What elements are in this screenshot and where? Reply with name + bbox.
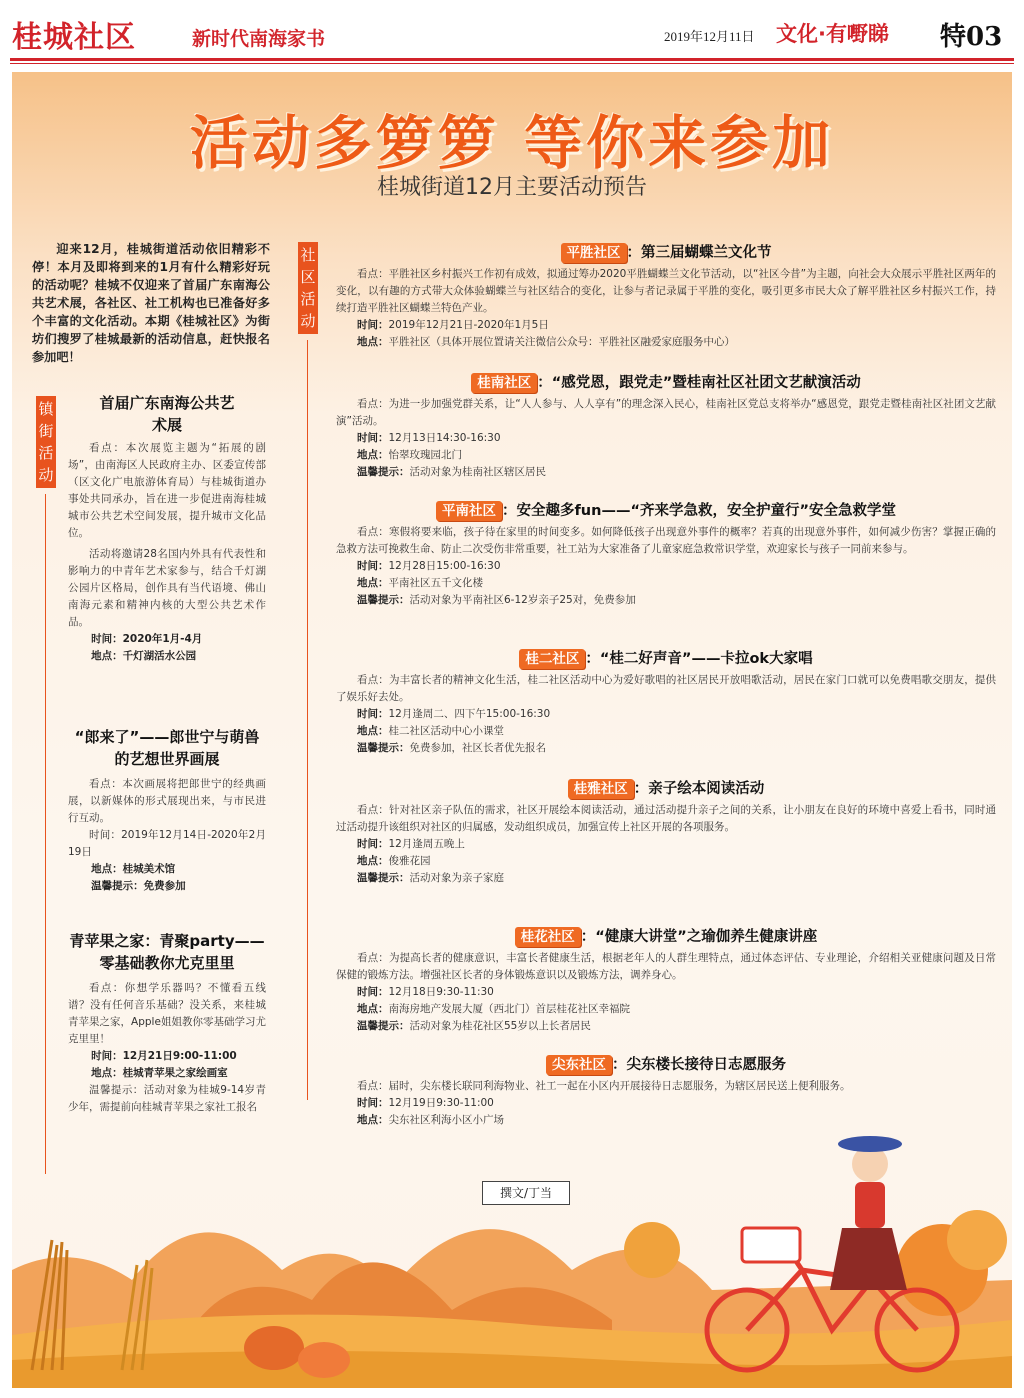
community-title: ：“健康大讲堂”之瑜伽养生健康讲座 (580, 929, 818, 945)
community-title: ：尖东楼长接待日志愿服务 (612, 1057, 786, 1073)
community-body: 看点：为丰富长者的精神文化生活，桂二社区活动中心为爱好歌唱的社区居民开放唱歌活动，居民在家门口就可以免费唱歌交朋友，提供了娱乐好去处。 (336, 674, 996, 703)
community-item-guinan (336, 372, 996, 481)
masthead-brand: 桂城社区 (12, 20, 136, 55)
community-tag: 桂雅社区 (568, 779, 634, 799)
community-body: 看点：寒假将要来临，孩子待在家里的时间变多。如何降低孩子出现意外事件的概率？若真的出现意外事件，如何减少伤害？掌握正确的急救方法可挽救生命、防止二次受伤非常重要，社工站为大家准备了儿童家庭急救常识学堂，欢迎家长与孩子一同前来参与。 (336, 526, 996, 555)
community-tag: 桂花社区 (515, 927, 581, 947)
community-tag: 尖东社区 (546, 1055, 612, 1075)
community-item-jiandong (336, 1054, 996, 1129)
rider-hat (838, 1136, 902, 1152)
community-body: 看点：平胜社区乡村振兴工作初有成效，拟通过筹办2020平胜蝴蝶兰文化节活动，以“社区今昔”为主题，向社会大众展示平胜社区两年的变化，以有趣的方式带大众体验蝴蝶兰与社区结合的变化，让参与者记录属于平胜的变化，吸引更多市民大众了解平胜社区乡村振兴工作，持续打造平胜社区蝴蝶兰特色产业。 (336, 268, 996, 314)
community-place: 地点：平南社区五千文化楼 (357, 577, 483, 589)
community-body: 看点：针对社区亲子队伍的需求，社区开展绘本阅读活动，通过活动提升亲子之间的关系，让小朋友在良好的环境中喜爱上看书，同时通过活动提升该组织对社区的归属感，发动组织成员，加强宣传上社区开展的各项服务。 (336, 804, 996, 833)
pot-right (298, 1342, 350, 1378)
community-title: ：“感党恩，跟党走”暨桂南社区社团文艺献演活动 (537, 375, 861, 391)
community-place: 地点：俊雅花园 (357, 855, 431, 867)
community-time: 时间：12月18日9:30-11:30 (357, 986, 494, 998)
community-time: 时间：2019年12月21日-2020年1月5日 (357, 319, 549, 331)
pot-left (244, 1326, 304, 1370)
community-time: 时间：12月28日15:00-16:30 (357, 560, 501, 572)
community-item-guier (336, 648, 996, 757)
byline: 撰文/丁当 (482, 1181, 570, 1205)
town-item-title: 青苹果之家：青聚party——零基础教你尤克里里 (69, 932, 265, 972)
masthead-subtitle: 新时代南海家书 (192, 28, 326, 50)
masthead (0, 0, 1024, 62)
town-item-time: 时间：2019年12月14日-2020年2月19日 (68, 829, 266, 858)
community-place: 地点：桂二社区活动中心小课堂 (357, 725, 504, 737)
town-item-lang-shining (68, 726, 266, 895)
community-tip: 温馨提示：活动对象为桂花社区55岁以上长者居民 (357, 1020, 591, 1032)
community-time: 时间：12月逢周二、四下午15:00-16:30 (357, 708, 551, 720)
town-item-place: 地点：桂城青苹果之家绘画室 (91, 1067, 228, 1079)
town-item-art-expo (68, 392, 266, 665)
community-place: 地点：南海房地产发展大厦（西北门）首层桂花社区幸福院 (357, 1003, 630, 1015)
label-community-activities: 社区活动 (298, 242, 318, 334)
town-item-ukulele (68, 930, 266, 1116)
community-tip: 温馨提示：活动对象为桂南社区辖区居民 (357, 466, 546, 478)
community-tip: 温馨提示：活动对象为亲子家庭 (357, 872, 504, 884)
autumn-scene-illustration (12, 1120, 1012, 1388)
issue-date: 2019年12月11日 (664, 29, 755, 44)
community-tip: 温馨提示：免费参加，社区长者优先报名 (357, 742, 546, 754)
community-tip: 温馨提示：活动对象为平南社区6-12岁亲子25对，免费参加 (357, 594, 636, 606)
community-item-pingnan (336, 500, 996, 609)
community-title: ：安全趣多fun——“齐来学急救，安全护童行”安全急救学堂 (501, 503, 896, 519)
tree-right-top (947, 1210, 1007, 1270)
label-community-line (307, 340, 308, 1100)
town-item-body: 看点：本次展览主题为“拓展的剧场”，由南海区人民政府主办、区委宣传部（区文化广电旅游体育局）与桂城街道办事处共同承办，旨在进一步促进南海桂城城市公共艺术空间发展，提升城市文化品位。 (68, 442, 266, 539)
community-item-guiya (336, 778, 996, 887)
bike-basket (742, 1228, 800, 1262)
community-item-pingsheng (336, 242, 996, 351)
town-item-time: 时间：2020年1月-4月 (91, 633, 203, 645)
town-item-place: 地点：千灯湖活水公园 (91, 650, 197, 662)
poster-subhead: 桂城街道12月主要活动预告 (377, 175, 647, 200)
town-item-title: 首届广东南海公共艺术展 (99, 394, 235, 434)
community-item-guihua (336, 926, 996, 1035)
intro-paragraph: 迎来12月，桂城街道活动依旧精彩不停！本月及即将到来的1月有什么精彩好玩的活动呢？桂城不仅迎来了首届广东南海公共艺术展，各社区、社工机构也已准备好多个丰富的文化活动。本期《桂城社区》为街坊们搜罗了桂城最新的活动信息，赶快报名参加吧！ (32, 242, 270, 364)
town-item-tip: 温馨提示：活动对象为桂城9-14岁青少年，需提前向桂城青苹果之家社工报名 (68, 1084, 266, 1113)
bush (624, 1222, 680, 1278)
community-tag: 平南社区 (436, 501, 502, 521)
community-title: ：“桂二好声音”——卡拉ok大家唱 (585, 651, 813, 667)
label-town-activities: 镇街活动 (36, 396, 56, 488)
community-place: 地点：平胜社区（具体开展位置请关注微信公众号：平胜社区融爱家庭服务中心） (357, 336, 735, 348)
town-item-body: 看点：你想学乐器吗？不懂看五线谱？没有任何音乐基础？没关系，来桂城青苹果之家，Apple姐姐教你零基础学习尤克里里！ (68, 982, 266, 1045)
rider-skirt (830, 1228, 907, 1290)
town-item-tip: 温馨提示：免费参加 (91, 880, 186, 892)
community-place: 地点：怡翠玫瑰园北门 (357, 449, 462, 461)
masthead-rule-thin (10, 63, 1014, 64)
community-body: 看点：届时，尖东楼长联同利海物业、社工一起在小区内开展接待日志愿服务，为辖区居民送上便利服务。 (357, 1080, 851, 1092)
town-item-title: “郎来了”——郎世宁与萌兽的艺想世界画展 (74, 728, 260, 768)
masthead-rule (10, 58, 1014, 61)
community-tag: 桂二社区 (519, 649, 585, 669)
community-time: 时间：12月13日14:30-16:30 (357, 432, 501, 444)
poster-headline: 活动多箩箩 等你来参加 (189, 109, 835, 177)
community-time: 时间：12月逢周五晚上 (357, 838, 465, 850)
town-item-time: 时间：12月21日9:00-11:00 (91, 1050, 237, 1062)
page-number: 特03 (940, 22, 1003, 52)
community-body: 看点：为提高长者的健康意识，丰富长者健康生活，根据老年人的人群生理特点，通过体态评估、专业理论，介绍相关亚健康问题及日常保健的锻炼方法。增强社区长者的身体锻炼意识以及锻炼方法，调养身心。 (336, 952, 996, 981)
section-title: 文化·有嘢睇 (776, 22, 889, 46)
community-title: ：第三届蝴蝶兰文化节 (626, 245, 772, 261)
community-time: 时间：12月19日9:30-11:00 (357, 1097, 494, 1109)
town-item-place: 地点：桂城美术馆 (91, 863, 176, 875)
community-body: 看点：为进一步加强党群关系，让“人人参与、人人享有”的理念深入民心，桂南社区党总支将举办“感恩党，跟党走暨桂南社区社团文艺献演”活动。 (336, 398, 996, 427)
town-item-body: 看点：本次画展将把郎世宁的经典画展，以新媒体的形式展现出来，与市民进行互动。 (68, 778, 266, 824)
community-tag: 平胜社区 (561, 243, 627, 263)
rider-top (855, 1182, 885, 1228)
community-tag: 桂南社区 (471, 373, 537, 393)
label-town-line (45, 494, 46, 1174)
town-item-body: 活动将邀请28名国内外具有代表性和影响力的中青年艺术家参与，结合千灯湖公园片区格局，创作具有当代语境、佛山南海元素和精神内核的大型公共艺术作品。 (68, 548, 266, 628)
community-place: 地点：尖东社区利海小区小广场 (357, 1114, 504, 1126)
community-title: ：亲子绘本阅读活动 (633, 781, 765, 797)
